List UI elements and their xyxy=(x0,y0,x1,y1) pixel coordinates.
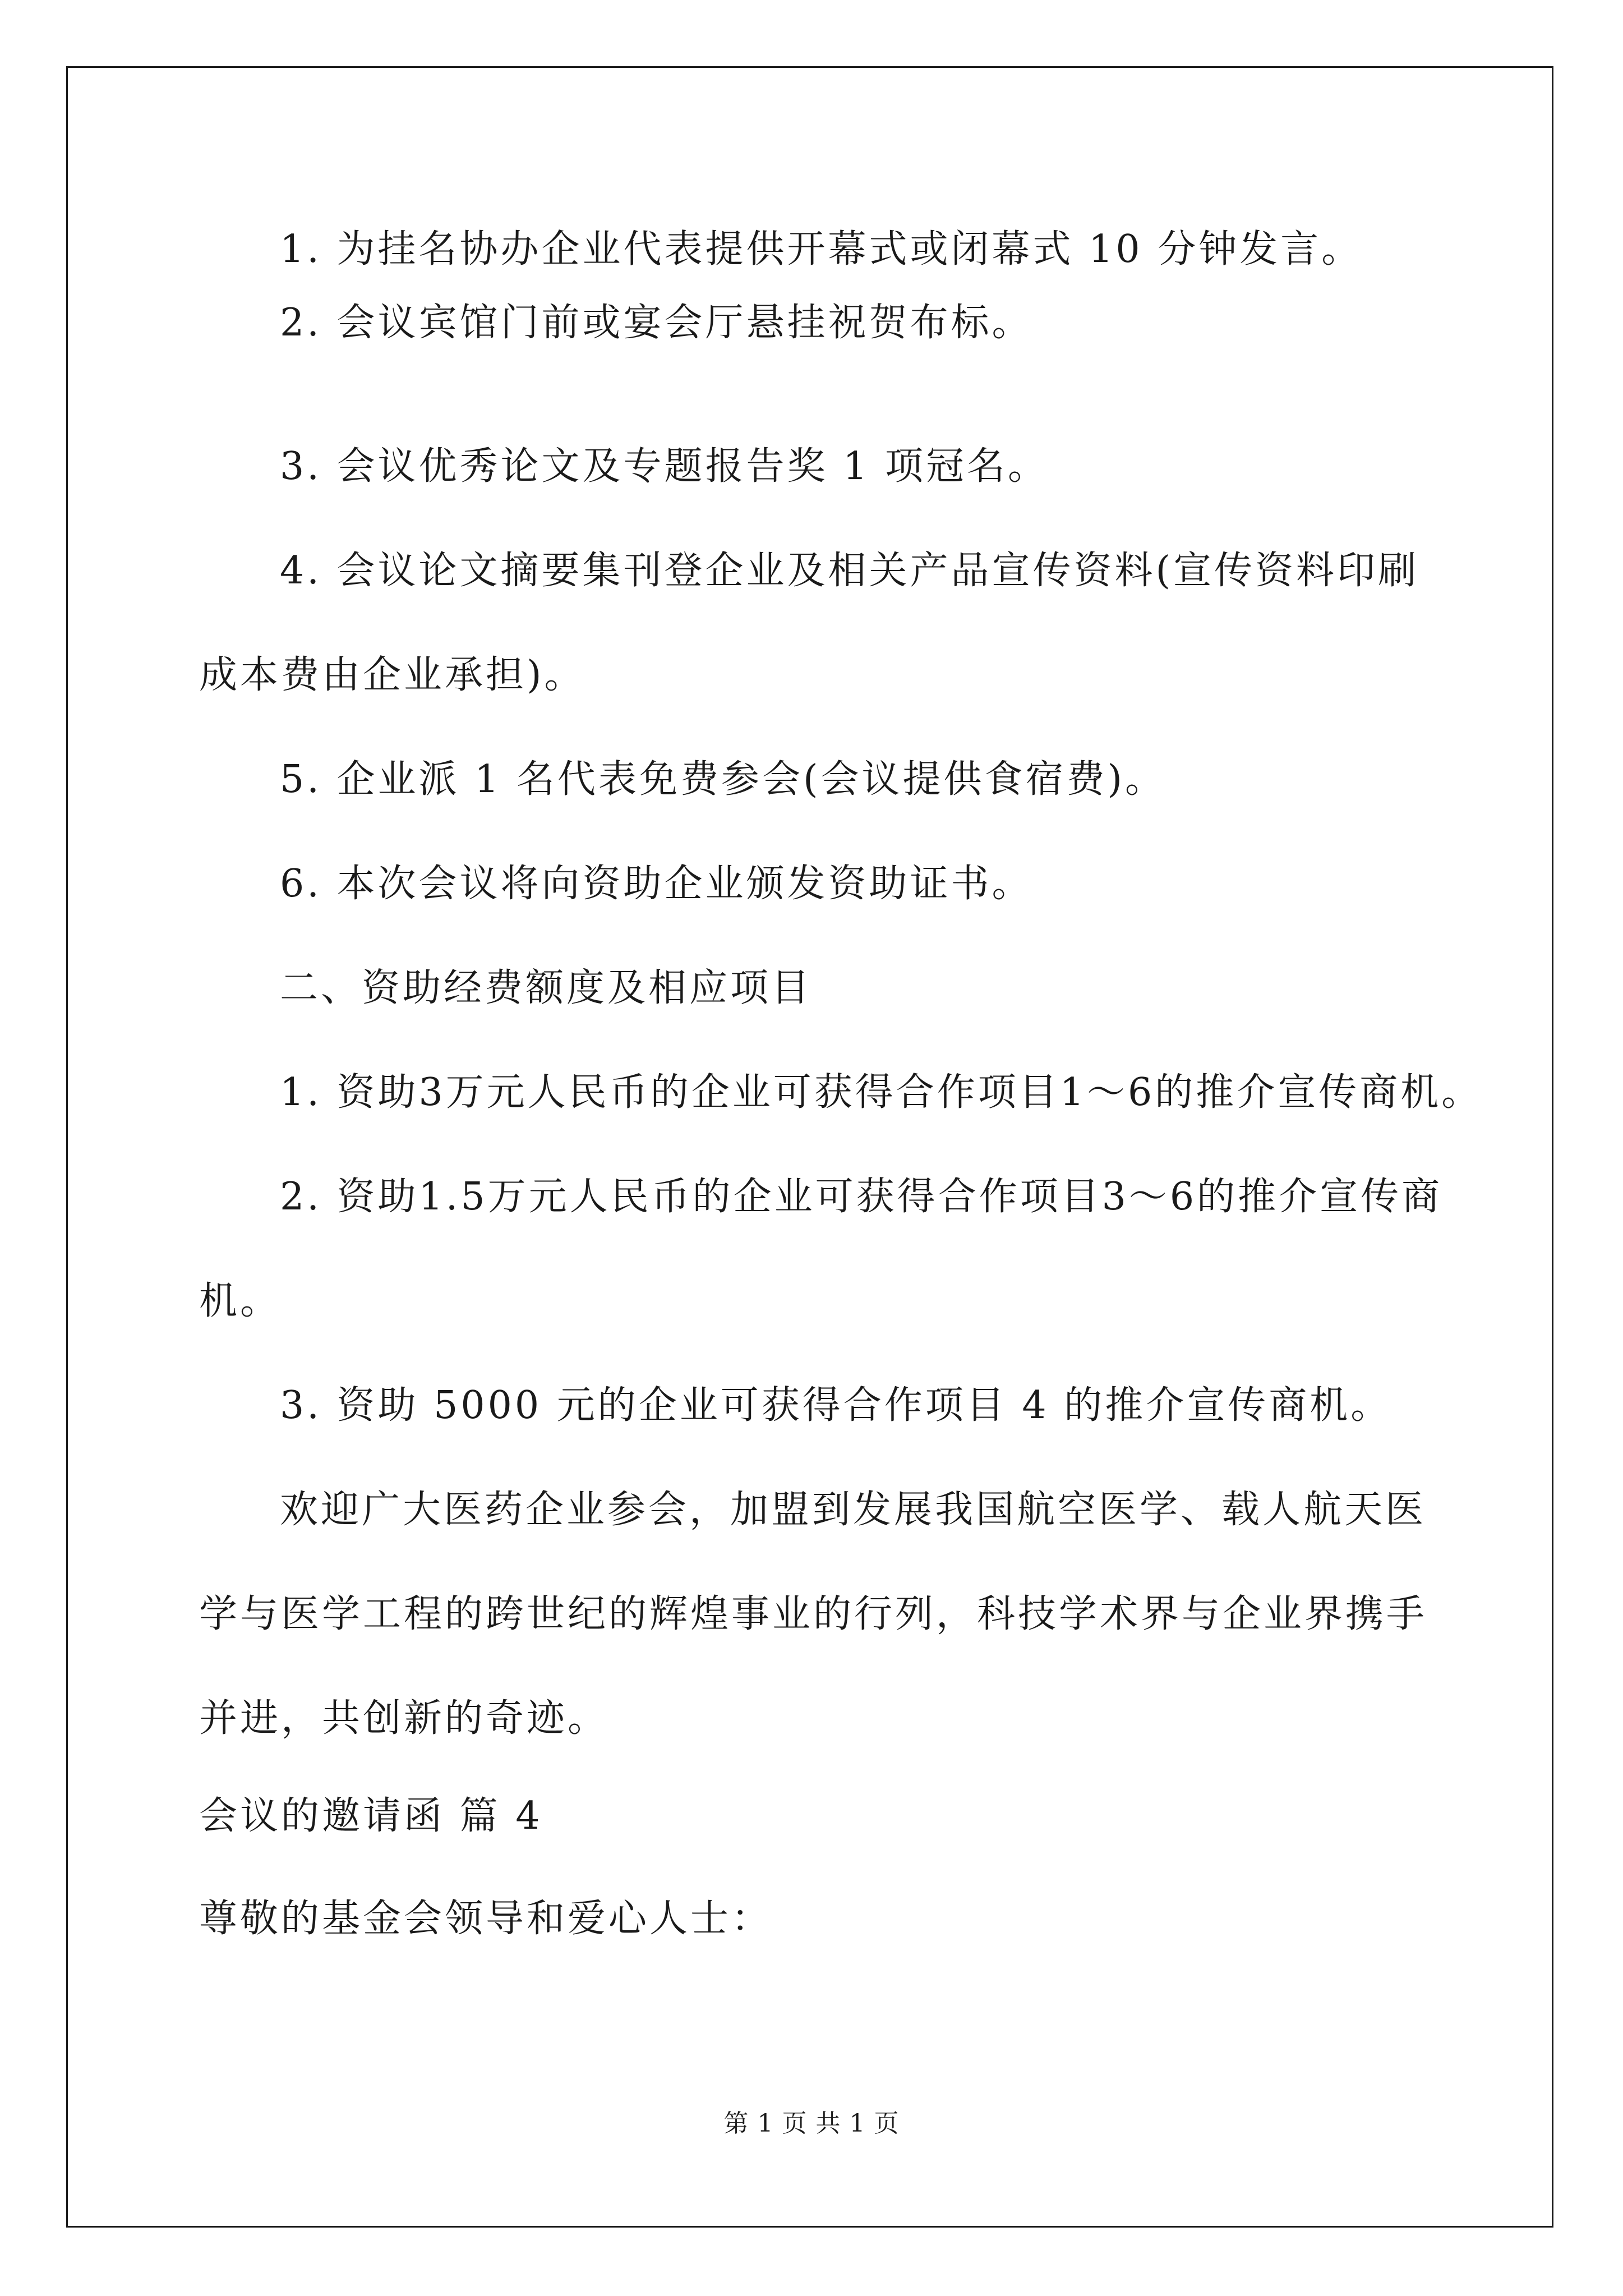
salutation: 尊敬的基金会领导和爱心人士： xyxy=(199,1897,773,1941)
paragraph-line: 4. 会议论文摘要集刊登企业及相关产品宣传资料(宣传资料印刷 xyxy=(280,549,1419,593)
paragraph-line: 3. 会议优秀论文及专题报告奖 1 项冠名。 xyxy=(280,444,1049,489)
paragraph-line: 并进，共创新的奇迹。 xyxy=(199,1696,609,1741)
paragraph-line: 2. 会议宾馆门前或宴会厅悬挂祝贺布标。 xyxy=(280,301,1033,345)
paragraph-line: 机。 xyxy=(199,1279,282,1323)
paragraph-line: 成本费由企业承担)。 xyxy=(199,653,585,697)
section-heading: 二、资助经费额度及相应项目 xyxy=(280,966,813,1010)
paragraph-line: 欢迎广大医药企业参会，加盟到发展我国航空医学、载人航天医 xyxy=(280,1488,1427,1532)
paragraph-line: 6. 本次会议将向资助企业颁发资助证书。 xyxy=(280,862,1033,906)
document-title: 会议的邀请函 篇 4 xyxy=(199,1794,543,1838)
paragraph-line: 1. 资助3万元人民币的企业可获得合作项目1～6的推介宣传商机。 xyxy=(280,1070,1483,1115)
paragraph-line: 学与医学工程的跨世纪的辉煌事业的行列，科技学术界与企业界携手 xyxy=(199,1592,1428,1636)
page-footer: 第 1 页 共 1 页 xyxy=(723,2109,900,2138)
paragraph-line: 5. 企业派 1 名代表免费参会(会议提供食宿费)。 xyxy=(280,757,1166,802)
paragraph-line: 1. 为挂名协办企业代表提供开幕式或闭幕式 10 分钟发言。 xyxy=(280,227,1363,272)
paragraph-line: 2. 资助1.5万元人民币的企业可获得合作项目3～6的推介宣传商 xyxy=(280,1175,1443,1219)
paragraph-line: 3. 资助 5000 元的企业可获得合作项目 4 的推介宣传商机。 xyxy=(280,1383,1392,1428)
